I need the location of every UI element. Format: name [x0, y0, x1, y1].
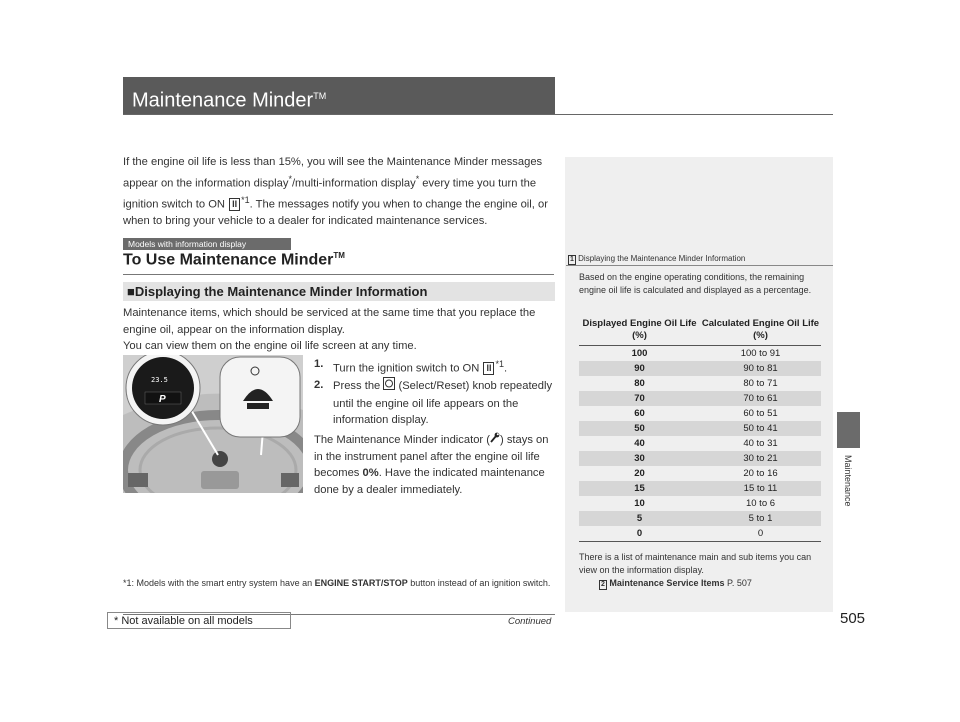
table-row	[579, 361, 821, 376]
displayed-value: 0	[579, 526, 700, 542]
ignition-key-position: II	[229, 198, 240, 211]
not-available-note: * Not available on all models	[107, 612, 291, 629]
table-row	[579, 451, 821, 466]
step-1: 1. Turn the ignition switch to ON II $^{*1}$.	[314, 358, 508, 375]
section-bar: ■Displaying the Maintenance Minder Information	[123, 282, 555, 301]
table-row	[579, 526, 821, 542]
displayed-value: 50	[579, 421, 700, 436]
table-row	[579, 511, 821, 526]
displayed-value: 15	[579, 481, 700, 496]
table-row	[579, 436, 821, 451]
table-row	[579, 376, 821, 391]
table-header-row	[579, 316, 821, 346]
column-header-displayed: Displayed Engine Oil Life (%)	[579, 316, 700, 346]
footnote: *1: Models with the smart entry system have an ENGINE START/STOP button instead of an ignition switch.	[123, 578, 551, 588]
calculated-range: 60 to 51	[743, 408, 778, 419]
chapter-label: Maintenance	[843, 455, 853, 507]
section-title: Maintenance Minder™	[123, 77, 555, 115]
items-paragraph: Maintenance items, which should be serviced at the same time that you replace the engine oil, appear on the information display. You can view them on the engine oil life screen at any time.	[123, 307, 536, 352]
page-number: 505	[840, 610, 866, 627]
dashboard-illustration	[123, 355, 303, 493]
cross-reference[interactable]: 2 Maintenance Service Items P. 507	[601, 578, 752, 588]
displayed-value: 20	[634, 468, 645, 479]
oil-life-table	[579, 316, 821, 542]
ignition-key-position: II	[483, 362, 494, 375]
continued-label: Continued	[508, 616, 552, 627]
displayed-value: 60	[634, 408, 645, 419]
subheading: To Use Maintenance Minder™	[123, 251, 345, 269]
displayed-value: 70	[579, 391, 700, 406]
displayed-value: 100	[631, 348, 648, 359]
table-row	[579, 481, 821, 496]
subheading-rule	[123, 274, 554, 275]
calculated-range: 30 to 21	[700, 451, 821, 466]
table-row	[579, 406, 821, 421]
svg-text:23.5: 23.5	[151, 376, 168, 384]
displayed-value: 10	[634, 498, 645, 509]
calculated-range: 5 to 1	[700, 511, 821, 526]
sidebar-heading-rule	[566, 265, 833, 266]
trademark: TM	[313, 91, 327, 101]
column-header-calculated: Calculated Engine Oil Life (%)	[700, 316, 821, 346]
calculated-range: 10 to 6	[745, 498, 776, 509]
indicator-paragraph: The Maintenance Minder indicator ( ) stays on in the instrument panel after the engine oil life becomes 0%. Have the indicated maintenance done by a dealer immediately.	[314, 432, 554, 498]
calculated-range: 90 to 81	[700, 361, 821, 376]
steps-list	[314, 356, 554, 429]
chapter-tab	[837, 412, 860, 448]
calculated-range: 70 to 61	[700, 391, 821, 406]
calculated-range: 15 to 11	[700, 481, 821, 496]
table-row	[579, 496, 821, 511]
table-row	[579, 391, 821, 406]
models-tag: Models with information display	[123, 238, 291, 250]
select-reset-knob-icon	[383, 377, 395, 396]
calculated-range: 40 to 31	[743, 438, 778, 449]
calculated-range: 100 to 91	[740, 348, 781, 359]
sidebar-note: There is a list of maintenance main and sub items you can view on the information display. 2 Maintenance Service Items P. 507	[579, 551, 825, 590]
calculated-range: 80 to 71	[743, 378, 778, 389]
displayed-value: 30	[579, 451, 700, 466]
calculated-range: 20 to 16	[743, 468, 778, 479]
calculated-range: 0	[700, 526, 821, 542]
displayed-value: 40	[634, 438, 645, 449]
displayed-value: 80	[634, 378, 645, 389]
displayed-value: 5	[579, 511, 700, 526]
table-row	[579, 466, 821, 481]
intro-paragraph: If the engine oil life is less than 15%, you will see the Maintenance Minder messages appear on the information display*/multi-information display* every time you turn the ignition switch to ON II $^{*1}$. The messages notify you when to change the engine oil, or when to bring your vehicle to a dealer for indicated maintenance services.	[123, 156, 548, 227]
table-row	[579, 421, 821, 436]
title-rule	[123, 114, 833, 115]
displayed-value: 90	[579, 361, 700, 376]
calculated-range: 50 to 41	[700, 421, 821, 436]
gauge-gear-indicator: P	[159, 394, 166, 405]
sidebar-intro: Based on the engine operating conditions, the remaining engine oil life is calculated and displayed as a percentage.	[579, 272, 812, 295]
step-2: 2. Press the (Select/Reset) knob repeatedly until the engine oil life appears on the information display.	[314, 379, 553, 427]
table-row	[579, 346, 821, 362]
wrench-icon	[490, 432, 500, 449]
sidebar-heading: 1 Displaying the Maintenance Minder Information	[570, 254, 746, 263]
